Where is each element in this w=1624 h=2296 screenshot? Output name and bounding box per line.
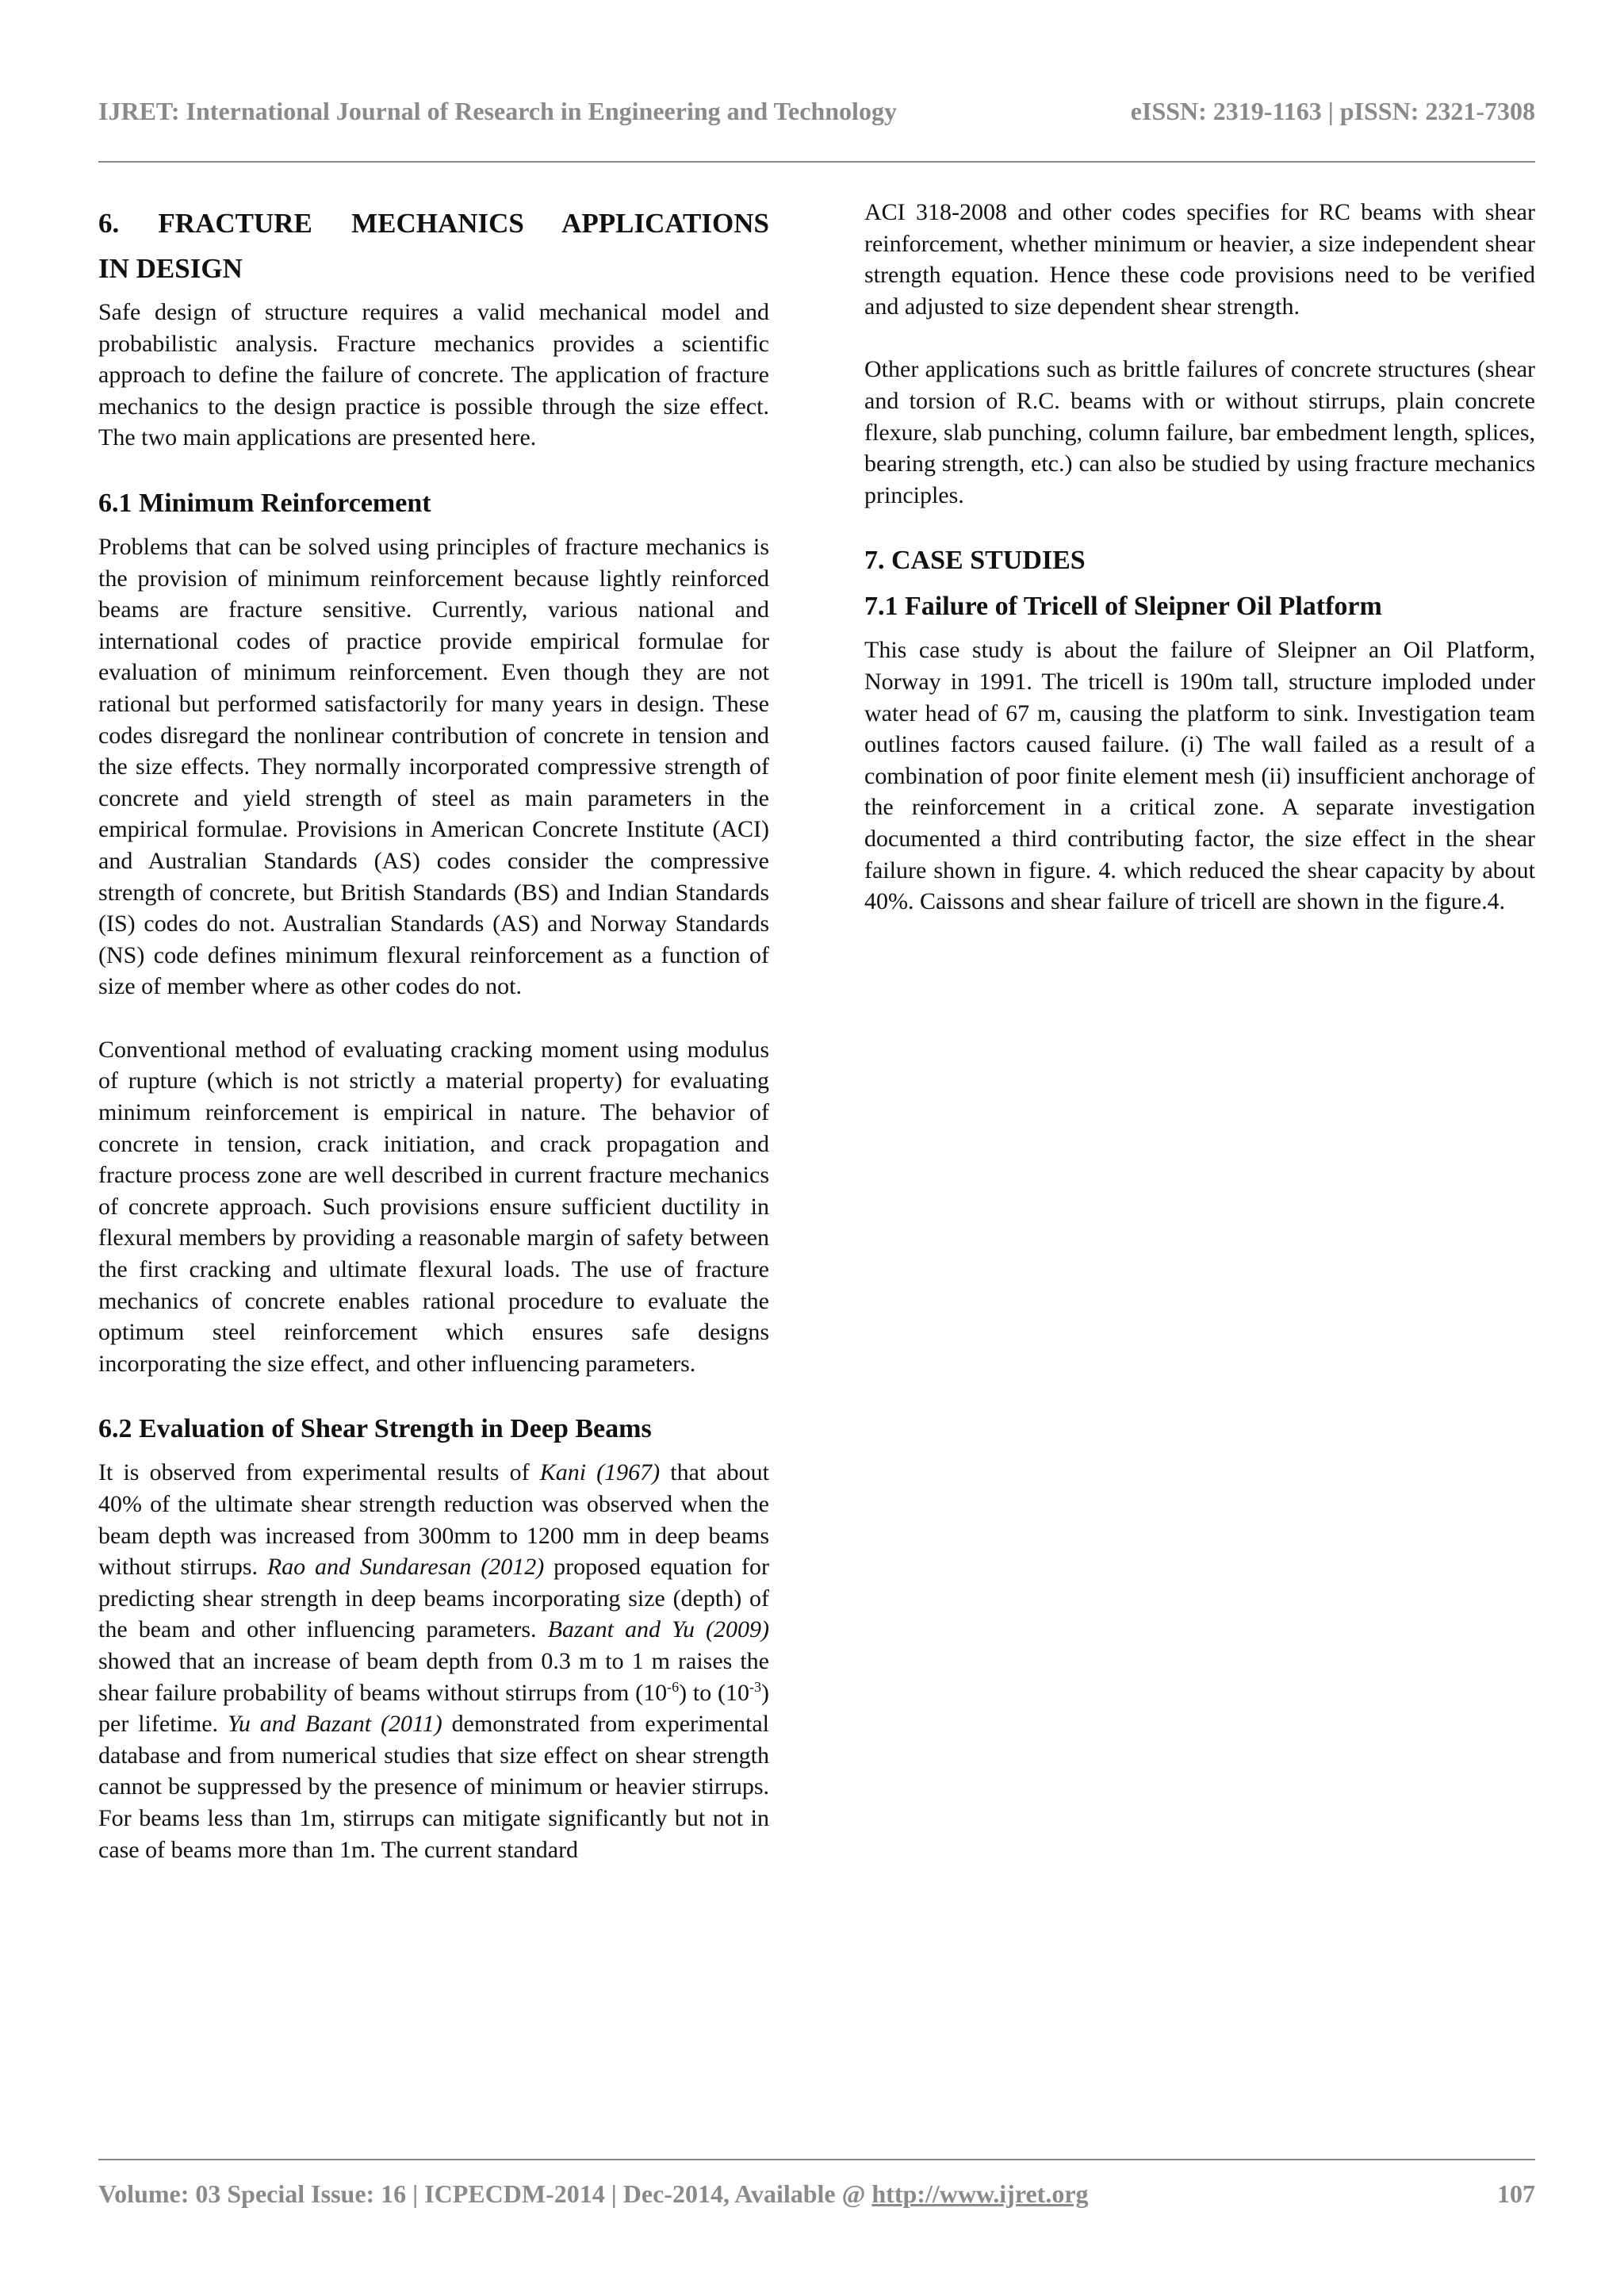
- section-7-1-title: 7.1 Failure of Tricell of Sleipner Oil Platform: [864, 592, 1382, 622]
- citation: Kani (1967): [539, 1459, 661, 1486]
- issn: eISSN: 2319-1163 | pISSN: 2321-7308: [1130, 97, 1535, 125]
- journal-link[interactable]: http://www.ijret.org: [871, 2179, 1089, 2208]
- section-6-2-paragraph-1: It is observed from experimental results of Kani (1967) that about 40% of the ultimate shear strength reduction was observed when the beam depth was increased from 300mm to 1200 mm in deep beams without stirrups. Rao and Sundaresan (2012) proposed equation for predicting shear strength in deep beams incorporating size (depth) of the beam and other influencing parameters. Bazant and Yu (2009) showed that an increase of beam depth from 0.3 m to 1 m raises the shear failure probability of beams without stirrups from $(10^{-6})$ to $(10^{-3})$ per lifetime. Yu and Bazant (2011) demonstrated from experimental database and from numerical studies that size effect on shear strength cannot be suppressed by the presence of minimum or heavier stirrups. For beams less than 1m, stirrups can mitigate significantly but not in case of beams more than 1m. The current standard: [98, 1459, 770, 1863]
- footer-text: Volume: 03 Special Issue: 16 | ICPECDM-2014 | Dec-2014, Available @: [98, 2179, 872, 2208]
- right-column: [864, 197, 1535, 949]
- section-6-2-paragraph-2: ACI 318-2008 and other codes specifies for RC beams with shear reinforcement, whether minimum or heavier, a size independent shear strength equation. Hence these code provisions need to be verified and adjusted to size dependent shear strength.: [864, 199, 1535, 320]
- journal-title: IJRET: International Journal of Research in Engineering and Technology: [98, 97, 897, 125]
- section-6-title-line1: 6. FRACTURE MECHANICS APPLICATIONS: [98, 208, 769, 239]
- section-6-2-title: 6.2 Evaluation of Shear Strength in Deep Beams: [98, 1414, 652, 1444]
- section-6-2-paragraph-3: Other applications such as brittle failures of concrete structures (shear and torsion of R.C. beams with or without stirrups, plain concrete flexure, slab punching, column failure, bar embedment length, splices, bearing strength, etc.) can also be studied by using fracture mechanics principles.: [864, 356, 1535, 508]
- section-6-1-paragraph-2: Conventional method of evaluating cracking moment using modulus of rupture (which is not strictly a material property) for evaluating minimum reinforcement is empirical in nature. The behavior of concrete in tension, crack initiation, and crack propagation and fracture process zone are well described in current fracture mechanics of concrete approach. Such provisions ensure sufficient ductility in flexural members by providing a reasonable margin of safety between the first cracking and ultimate flexural loads. The use of fracture mechanics of concrete enables rational procedure to evaluate the optimum steel reinforcement which ensures safe designs incorporating the size effect, and other influencing parameters.: [98, 1036, 769, 1377]
- citation: Yu and Bazant (2011): [227, 1711, 442, 1738]
- header-rule: [98, 161, 1535, 163]
- section-6-1-paragraph-1: Problems that can be solved using principles of fracture mechanics is the provision of minimum reinforcement because lightly reinforced beams are fracture sensitive. Currently, various national and international codes of practice provide empirical formulae for evaluation of minimum reinforcement. Even though they are not rational but performed satisfactorily for many years in design. These codes disregard the nonlinear contribution of concrete in tension and the size effects. They normally incorporated compressive strength of concrete and yield strength of steel as main parameters in the empirical formulae. Provisions in American Concrete Institute (ACI) and Australian Standards (AS) codes consider the compressive strength of concrete, but British Standards (BS) and Indian Standards (IS) codes do not. Australian Standards (AS) and Norway Standards (NS) code defines minimum flexural reinforcement as a function of size of member where as other codes do not.: [98, 533, 769, 1000]
- section-6-title-line2: IN DESIGN: [98, 253, 243, 284]
- citation: Bazant and Yu (2009): [547, 1616, 769, 1643]
- section-7-1-paragraph: This case study is about the failure of Sleipner an Oil Platform, Norway in 1991. The tricell is 190m tall, structure imploded under water head of 67 m, causing the platform to sink. Investigation team outlines factors caused failure. (i) The wall failed as a result of a combination of poor finite element mesh (ii) insufficient anchorage of the reinforcement in a critical zone. A separate investigation documented a third contributing factor, the size effect in the shear failure shown in figure. 4. which reduced the shear capacity by about 40%. Caissons and shear failure of tricell are shown in the figure.4.: [864, 637, 1535, 915]
- footer-rule: [98, 2159, 1535, 2160]
- section-6-paragraph: Safe design of structure requires a valid mechanical model and probabilistic analysis. Fracture mechanics provides a scientific approach to define the failure of concrete. The application of fracture mechanics to the design practice is possible through the size effect. The two main applications are presented here.: [98, 299, 769, 451]
- page-number: 107: [1497, 2179, 1535, 2208]
- citation: Rao and Sundaresan (2012): [266, 1554, 545, 1581]
- left-column: [98, 198, 769, 1897]
- section-6-1-title: 6.1 Minimum Reinforcement: [98, 488, 431, 518]
- section-7-title: 7. CASE STUDIES: [864, 546, 1086, 576]
